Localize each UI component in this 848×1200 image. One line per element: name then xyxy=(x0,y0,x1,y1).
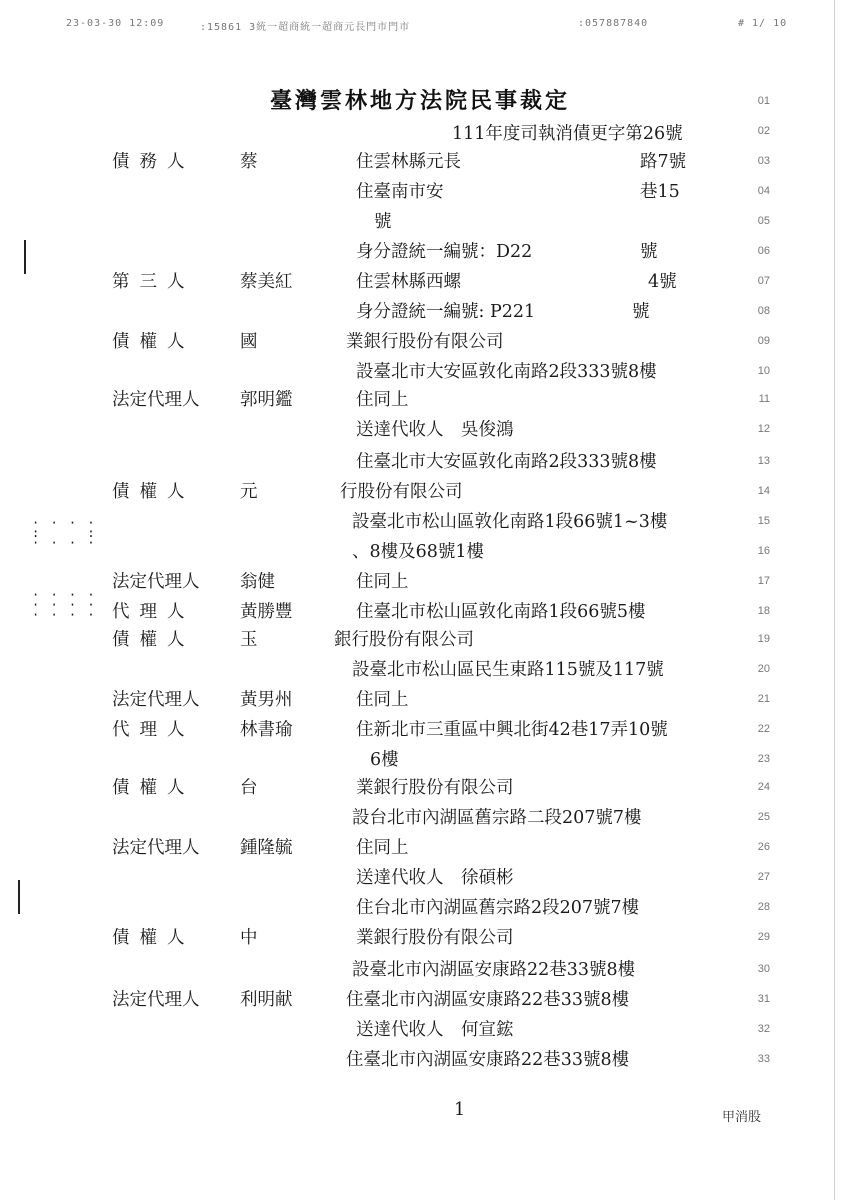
footer-tag: 甲消股 xyxy=(722,1110,762,1125)
role-label: 代理人 xyxy=(112,720,195,740)
line-number: 08 xyxy=(757,305,770,317)
detail-line-tail: 巷15 xyxy=(640,182,680,202)
detail-line: 設台北市內湖區舊宗路二段207號7樓 xyxy=(352,808,642,828)
line-number: 07 xyxy=(757,275,770,287)
detail-line: 住臺北市內湖區安康路22巷33號8樓 xyxy=(346,990,630,1010)
party-name: 鍾隆毓 xyxy=(240,838,293,858)
detail-line: 住臺南市安 xyxy=(356,182,444,202)
detail-line: 設臺北市大安區敦化南路2段333號8樓 xyxy=(356,362,657,382)
line-number: 30 xyxy=(757,963,770,975)
role-label: 債權人 xyxy=(112,778,195,798)
line-number: 03 xyxy=(757,155,770,167)
party-name: 國 xyxy=(240,332,258,352)
party-name: 黃男州 xyxy=(240,690,293,710)
line-number: 25 xyxy=(757,811,770,823)
party-name: 台 xyxy=(240,778,258,798)
role-label: 法定代理人 xyxy=(112,390,200,410)
line-number: 33 xyxy=(757,1053,770,1065)
line-number: 04 xyxy=(757,185,770,197)
role-label: 債務人 xyxy=(112,152,195,172)
role-label: 債權人 xyxy=(112,928,195,948)
party-name: 郭明鑑 xyxy=(240,390,293,410)
detail-line-tail: 號 xyxy=(640,242,658,262)
detail-line: 送達代收人 何宣鋐 xyxy=(356,1020,514,1040)
detail-line: 銀行股份有限公司 xyxy=(334,630,474,650)
detail-line: 送達代收人 徐碩彬 xyxy=(356,868,514,888)
detail-line: 設臺北市松山區敦化南路1段66號1~3樓 xyxy=(352,512,668,532)
scan-edge-line xyxy=(834,0,835,1200)
role-label: 法定代理人 xyxy=(112,572,200,592)
line-number: 16 xyxy=(757,545,770,557)
detail-line: 、8樓及68號1樓 xyxy=(352,542,485,562)
fax-timestamp: 23-03-30 12:09 xyxy=(66,18,165,29)
line-number: 09 xyxy=(757,335,770,347)
role-label: 債權人 xyxy=(112,332,195,352)
detail-line: 住臺北市松山區敦化南路1段66號5樓 xyxy=(356,602,646,622)
line-number: 26 xyxy=(757,841,770,853)
binding-dots-icon: · · · · · · · · · · · · xyxy=(32,588,97,622)
detail-line: 送達代收人 吳俊鴻 xyxy=(356,420,514,440)
line-number: 11 xyxy=(758,393,770,405)
detail-line: 住臺北市內湖區安康路22巷33號8樓 xyxy=(346,1050,630,1070)
detail-line: 業銀行股份有限公司 xyxy=(356,778,514,798)
line-number: 20 xyxy=(757,663,770,675)
line-number: 05 xyxy=(757,215,770,227)
line-number: 32 xyxy=(757,1023,770,1035)
line-number: 17 xyxy=(757,575,770,587)
party-name: 蔡 xyxy=(240,152,258,172)
line-number: 18 xyxy=(757,605,770,617)
detail-line: 住台北市內湖區舊宗路2段207號7樓 xyxy=(356,898,640,918)
detail-line: 設臺北市松山區民生東路115號及117號 xyxy=(352,660,664,680)
detail-line: 住新北市三重區中興北街42巷17弄10號 xyxy=(356,720,668,740)
line-number: 14 xyxy=(757,485,770,497)
line-number: 27 xyxy=(757,871,770,883)
detail-line: 住同上 xyxy=(356,690,409,710)
detail-line: 住同上 xyxy=(356,572,409,592)
role-label: 代理人 xyxy=(112,602,195,622)
party-name: 中 xyxy=(240,928,258,948)
line-number: 06 xyxy=(757,245,770,257)
detail-line: 6樓 xyxy=(370,750,399,770)
fax-number: :057887840 xyxy=(578,18,649,29)
detail-line: 號 xyxy=(374,212,392,232)
detail-line-tail: 路7號 xyxy=(640,152,687,172)
line-number: 15 xyxy=(757,515,770,527)
document-title: 臺灣雲林地方法院民事裁定 xyxy=(270,88,571,114)
party-name: 元 xyxy=(240,482,258,502)
party-name: 翁健 xyxy=(240,572,275,592)
role-label: 法定代理人 xyxy=(112,990,200,1010)
fax-page: # 1/ 10 xyxy=(738,18,788,29)
detail-line: 業銀行股份有限公司 xyxy=(356,928,514,948)
detail-line: 住同上 xyxy=(356,838,409,858)
fax-sender: :15861 3統一超商統一超商元長門市門市 xyxy=(200,22,411,33)
line-number: 02 xyxy=(757,125,770,137)
detail-line-tail: 號 xyxy=(632,302,650,322)
page-number: 1 xyxy=(454,1100,466,1120)
detail-line: 身分證統一編號：D22 xyxy=(356,242,533,262)
party-name: 黃勝豐 xyxy=(240,602,293,622)
line-number: 19 xyxy=(757,633,770,645)
party-name: 林書瑜 xyxy=(240,720,293,740)
line-number: 13 xyxy=(757,455,770,467)
line-number: 28 xyxy=(757,901,770,913)
detail-line: 住同上 xyxy=(356,390,409,410)
detail-line-tail: 4號 xyxy=(648,272,677,292)
binding-dots-icon: · · · · : : · · · · xyxy=(32,516,97,550)
role-label: 法定代理人 xyxy=(112,838,200,858)
detail-line: 業銀行股份有限公司 xyxy=(346,332,504,352)
detail-line: 住雲林縣西螺 xyxy=(356,272,461,292)
role-label: 債權人 xyxy=(112,482,195,502)
detail-line: 住雲林縣元長 xyxy=(356,152,461,172)
line-number: 23 xyxy=(757,753,770,765)
detail-line: 行股份有限公司 xyxy=(340,482,463,502)
line-number: 31 xyxy=(757,993,770,1005)
role-label: 法定代理人 xyxy=(112,690,200,710)
detail-line: 身分證統一編號: P221 xyxy=(356,302,536,322)
party-name: 利明献 xyxy=(240,990,293,1010)
detail-line: 設臺北市內湖區安康路22巷33號8樓 xyxy=(352,960,636,980)
margin-mark xyxy=(24,240,26,274)
line-number: 24 xyxy=(757,781,770,793)
role-label: 第三人 xyxy=(112,272,195,292)
party-name: 蔡美紅 xyxy=(240,272,293,292)
line-number: 01 xyxy=(757,95,770,107)
line-number: 21 xyxy=(757,693,770,705)
party-name: 玉 xyxy=(240,630,258,650)
line-number: 10 xyxy=(757,365,770,377)
role-label: 債權人 xyxy=(112,630,195,650)
detail-line: 住臺北市大安區敦化南路2段333號8樓 xyxy=(356,452,657,472)
margin-mark xyxy=(18,880,20,914)
case-number: 111年度司執消債更字第26號 xyxy=(452,124,683,144)
line-number: 12 xyxy=(757,423,770,435)
line-number: 29 xyxy=(757,931,770,943)
line-number: 22 xyxy=(757,723,770,735)
